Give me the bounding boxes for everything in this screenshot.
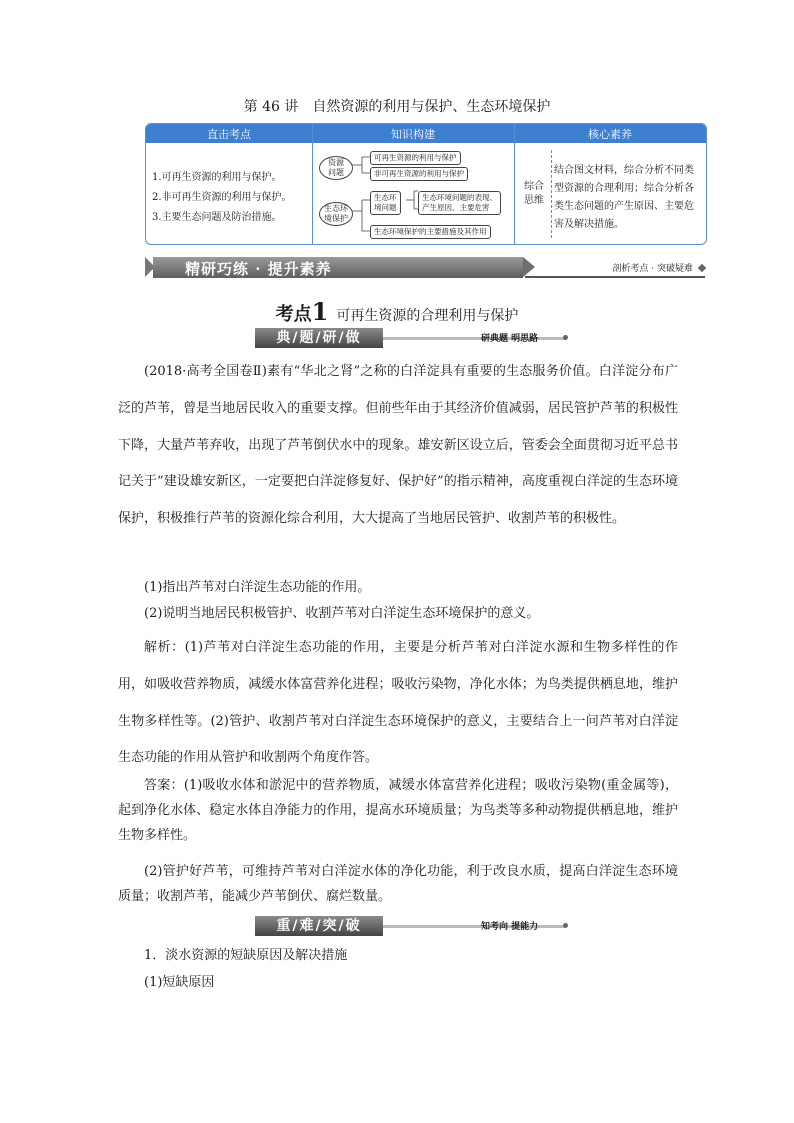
kaodian-title: 可再生资源的合理利用与保护 <box>336 308 519 324</box>
dot-icon <box>563 335 568 340</box>
key-point: 3.主要生态问题及防治措施。 <box>152 212 282 223</box>
kaodian-label: 考点 <box>275 304 312 325</box>
section-heading: 1．淡水资源的短缺原因及解决措施 <box>144 948 348 963</box>
section-subheading: (1)短缺原因 <box>144 975 215 990</box>
tag-key-difficulty <box>255 916 570 936</box>
question-1: (1)指出芦苇对白洋淀生态功能的作用。 <box>144 580 371 595</box>
analysis: 解析：(1)芦苇对白洋淀生态功能的作用，主要是分析芦苇对白洋淀水源和生物多样性的作用，如吸收营养物质，减缓水体富营养化进程；吸收污染物，净化水体；为鸟类提供栖息地，维护生物多样性等。(2)管护、收割芦苇对白洋淀生态环境保护的意义，主要结合上一问芦苇对白洋淀生态功能的作用从管护和收割两个角度作答。 <box>118 640 678 766</box>
header-competency: 核心素养 <box>588 128 632 141</box>
tag-label: 典/题/研/做 <box>255 328 383 348</box>
key-points-list <box>152 168 292 228</box>
node-eco: 生态环 境保护 <box>319 202 353 226</box>
kaodian-heading <box>0 297 794 326</box>
answer-1: 答案：(1)吸收水体和淤泥中的营养物质，减缓水体富营养化进程；吸收污染物(重金属等)，起到净化水体、稳定水体自净能力的作用，提高水环境质量；为鸟类等多种动物提供栖息地，维护生物多样性。 <box>118 778 678 843</box>
node-renewable: 可再生资源的利用与保护 <box>370 151 461 165</box>
table-header <box>146 124 706 143</box>
competency-text: 结合图文材料，综合分析不同类型资源的合理利用；综合分析各类生态问题的产生原因、主要危害及解决措施。 <box>554 165 694 230</box>
col-divider <box>514 124 515 244</box>
diamond-icon <box>698 264 706 272</box>
node-resource: 资源 问题 <box>319 156 353 180</box>
key-point: 1.可再生资源的利用与保护。 <box>152 172 282 183</box>
node-eco-detail: 生态环境问题的表现、 产生原因、主要危害 <box>418 191 501 215</box>
banner-subtitle: 剖析考点 · 突破疑难 <box>612 264 693 274</box>
tag-subtitle: 研典题 明思路 <box>481 334 539 344</box>
lecture-number: 第 46 讲 <box>243 99 299 115</box>
lecture-topic: 自然资源的利用与保护、生态环境保护 <box>312 99 551 115</box>
key-point: 2.非可再生资源的利用与保护。 <box>152 192 292 203</box>
tag-subtitle: 知考向 提能力 <box>481 922 539 932</box>
page-title <box>0 96 794 116</box>
header-key-points: 直击考点 <box>207 128 251 141</box>
competency-label: 综合 思维 <box>524 181 544 206</box>
node-nonrenewable: 非可再生资源的利用与保护 <box>370 167 468 181</box>
header-knowledge: 知识构建 <box>391 128 435 141</box>
tag-label: 重/难/突/破 <box>255 916 383 936</box>
banner-rule <box>525 276 705 278</box>
question-2: (2)说明当地居民积极管护、收割芦苇对白洋淀生态环境保护的意义。 <box>144 606 540 621</box>
node-eco-problem: 生态环 境问题 <box>370 191 401 215</box>
node-eco-measure: 生态环境保护的主要措施及其作用 <box>370 225 491 239</box>
kaodian-number: 1 <box>311 297 329 326</box>
section-banner <box>145 257 705 281</box>
tag-typical-question <box>255 328 570 348</box>
dot-icon <box>563 923 568 928</box>
banner-title: 精研巧练 · 提升素养 <box>185 260 332 278</box>
overview-table <box>145 123 707 245</box>
question-stem: (2018·高考全国卷Ⅱ)素有“华北之肾”之称的白洋淀具有重要的生态服务价值。白洋淀分布广泛的芦苇，曾是当地居民收入的重要支撑。但前些年由于其经济价值减弱，居民管护芦苇的积极性下降，大量芦苇弃收，出现了芦苇倒伏水中的现象。雄安新区设立后，管委会全面贯彻习近平总书记关于“建设雄安新区，一定要把白洋淀修复好、保护好”的指示精神，高度重视白洋淀的生态环境保护，积极推行芦苇的资源化综合利用，大大提高了当地居民管护、收割芦苇的积极性。 <box>118 364 678 527</box>
answer-2: (2)管护好芦苇，可维持芦苇对白洋淀水体的净化功能，利于改良水质，提高白洋淀生态环境质量；收割芦苇，能减少芦苇倒伏、腐烂数量。 <box>118 864 678 904</box>
